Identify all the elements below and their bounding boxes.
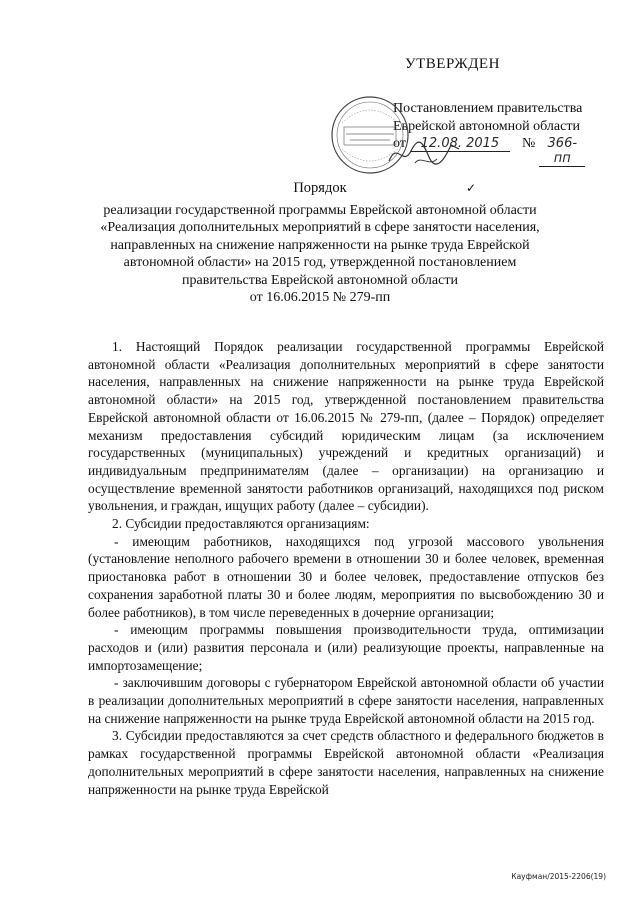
title-line: правительства Еврейской автономной области bbox=[182, 272, 458, 288]
title-line: автономной области» на 2015 год, утвержденной постановлением bbox=[123, 255, 517, 270]
from-label: от bbox=[393, 136, 406, 151]
handwritten-number: 366-пп bbox=[539, 136, 585, 167]
list-item-1: - имеющим работников, находящихся под угрозой массового увольнения (установление неполного рабочего времени в отношении 30 и более человек, временная приостановка работ в отношении 30 и более человек, предоставление отпусков без сохранения заработной платы 30 и более людям, мероприятия по высвобождению 30 и более работников), в том числе переведенных в дочерние организации; bbox=[88, 533, 604, 620]
document-body bbox=[88, 338, 604, 798]
handwritten-signature bbox=[385, 133, 465, 173]
title-line: от 16.06.2015 № 279-пп bbox=[249, 290, 391, 305]
approved-heading: УТВЕРЖДЕН bbox=[405, 56, 500, 72]
title-line: «Реализация дополнительных мероприятий в сфере занятости населения, bbox=[100, 220, 540, 235]
list-item-2: - имеющим программы повышения производительности труда, оптимизации расходов и (или) развития персонала и (или) реализующие проекты, направленные на импортозамещение; bbox=[88, 622, 604, 673]
paragraph-2: 2. Субсидии предоставляются организациям: bbox=[112, 516, 370, 532]
approval-line-1: Постановлением правительства bbox=[393, 101, 583, 116]
paragraph-3: 3. Субсидии предоставляются за счет средств областного и федерального бюджетов в рамках государственной программы Еврейской автономной области «Реализация дополнительных мероприятий в сфере занятости населения, направленных на снижение напряженности на рынке труда Еврейской bbox=[88, 728, 604, 797]
title-line: реализации государственной программы Еврейской автономной области bbox=[103, 202, 537, 218]
approval-line-2: Еврейской автономной области bbox=[393, 119, 580, 134]
mark-glyph: ✓ bbox=[466, 181, 477, 195]
footer-reference-code: Кауфман/2015-2206(19) bbox=[511, 872, 606, 881]
title-line: направленных на снижение напряженности на рынке труда Еврейской bbox=[110, 237, 530, 253]
list-item-3: - заключившим договоры с губернатором Еврейской автономной области об участии в реализации дополнительных мероприятий в сфере занятости населения, направленных на снижение напряженности на рынке труда Еврейской автономной области на 2015 год. bbox=[88, 675, 604, 726]
paragraph-1: 1. Настоящий Порядок реализации государственной программы Еврейской автономной области «Реализация дополнительных мероприятий в сфере занятости населения, направленных на снижение напряженности на рынке труда Еврейской автономной области» на 2015 год, утвержденной постановлением правительства Еврейской автономной области от 16.06.2015 № 279-пп, (далее – Порядок) определяет механизм предоставления субсидий юридическим лицам (за исключением государственных (муниципальных) учреждений и кредитных организаций) и индивидуальным предпринимателям (далее – организации) на организацию и осуществление временной занятости работников организаций, находящихся под риском увольнения, и граждан, ищущих работу (далее – субсидии). bbox=[88, 339, 604, 514]
number-label: № bbox=[521, 136, 536, 151]
document-title-block bbox=[60, 180, 580, 307]
document-title: Порядок bbox=[293, 180, 347, 196]
handwritten-date: 12.08. 2015 bbox=[410, 136, 510, 152]
